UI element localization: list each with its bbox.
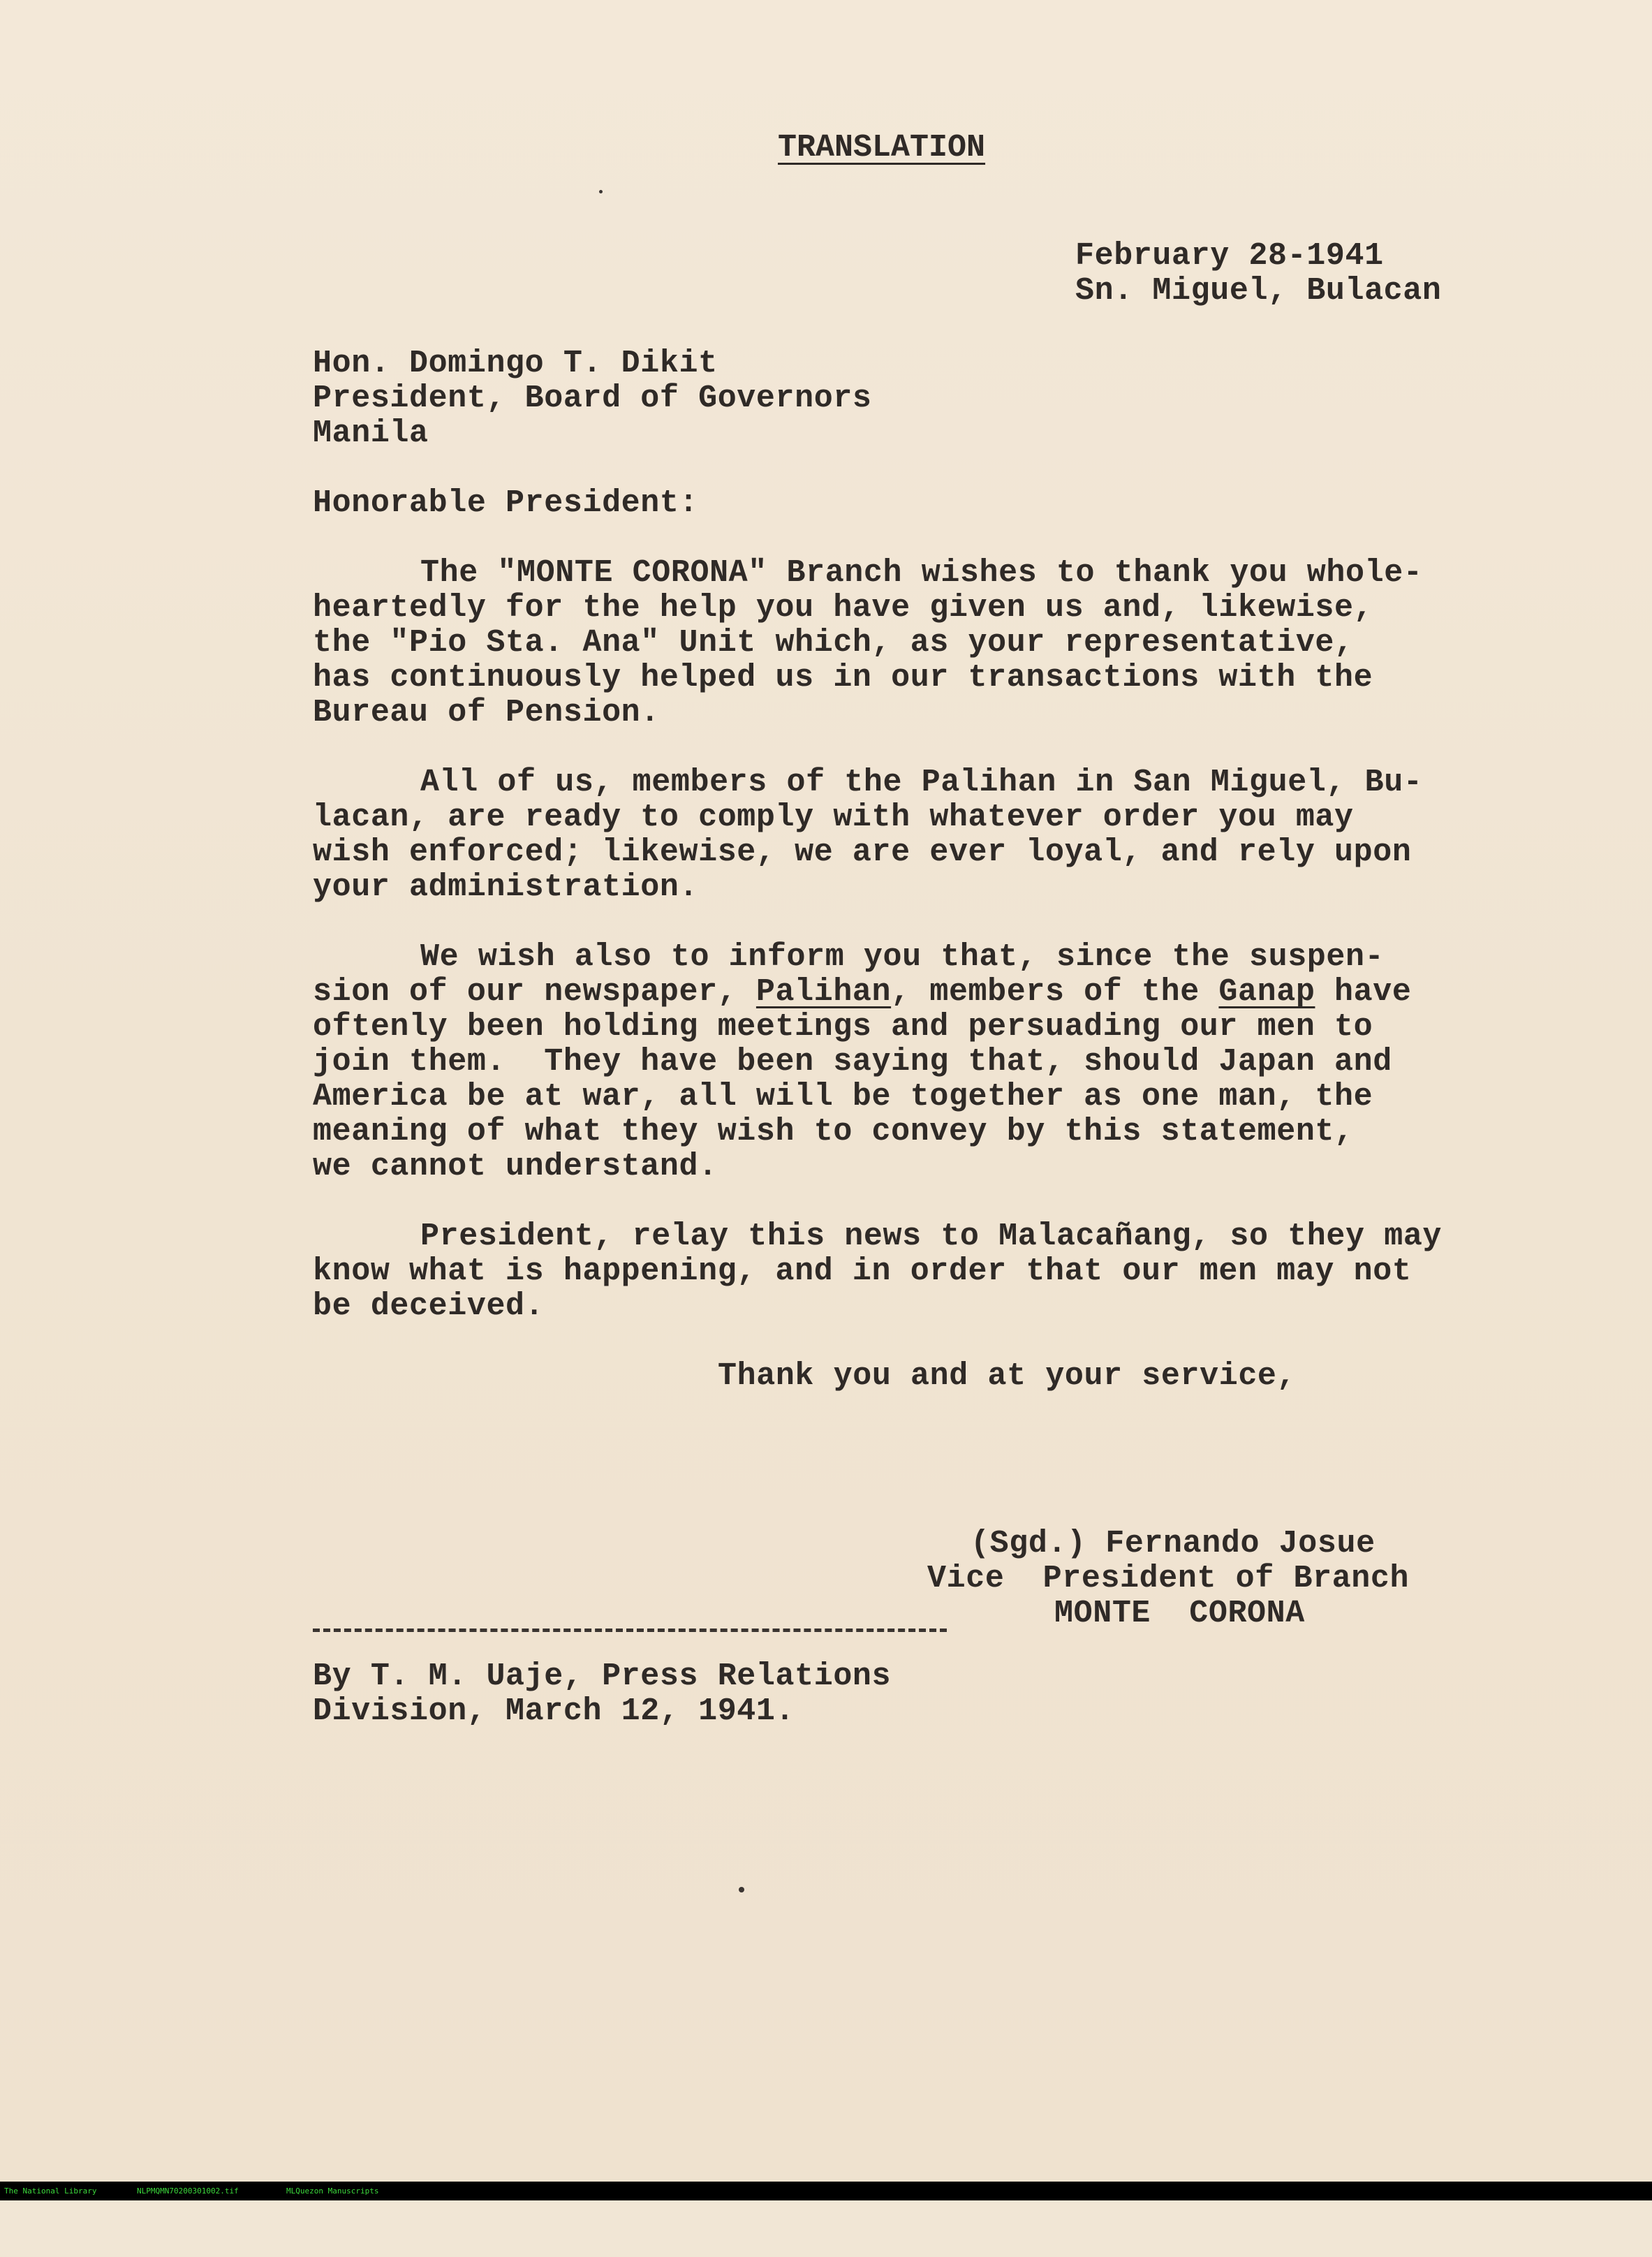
paragraph3-line: We wish also to inform you that, since the suspen- [420, 939, 1385, 975]
footer-filename: NLPMQMN70200301002.tif [137, 2186, 239, 2196]
document-title: TRANSLATION [778, 130, 986, 166]
paragraph3-line: we cannot understand. [313, 1149, 718, 1184]
footer-library: The National Library [4, 2186, 97, 2196]
ink-speck [599, 190, 603, 193]
paragraph2-line: your administration. [313, 869, 699, 905]
paragraph1-line: The "MONTE CORONA" Branch wishes to thank you whole- [420, 555, 1423, 591]
paragraph3-line: meaning of what they wish to convey by this statement, [313, 1114, 1354, 1149]
paragraph3-text: , members of the [891, 974, 1219, 1010]
addressee-city: Manila [313, 416, 429, 451]
ganap-underlined: Ganap [1218, 974, 1315, 1010]
letter-date: February 28-1941 [1075, 238, 1384, 274]
separator-line [313, 1629, 947, 1632]
palihan-underlined: Palihan [755, 974, 892, 1010]
paragraph1-line: has continuously helped us in our transactions with the [313, 660, 1373, 696]
paragraph2-line: lacan, are ready to comply with whatever order you may [313, 800, 1354, 835]
salutation: Honorable President: [313, 485, 699, 521]
signature-name: (Sgd.) Fernando Josue [971, 1526, 1376, 1561]
footer-collection: MLQuezon Manuscripts [286, 2186, 379, 2196]
paragraph2-line: All of us, members of the Palihan in San Miguel, Bu- [420, 765, 1423, 800]
paragraph1-line: heartedly for the help you have given us and, likewise, [313, 590, 1373, 626]
signature-title: Vice President of Branch [927, 1561, 1410, 1596]
addressee-name: Hon. Domingo T. Dikit [313, 346, 718, 381]
paragraph3-line: join them. They have been saying that, should Japan and [313, 1044, 1392, 1080]
letter-place: Sn. Miguel, Bulacan [1075, 273, 1442, 309]
paragraph1-line: the "Pio Sta. Ana" Unit which, as your representative, [313, 625, 1354, 661]
closing-line: Thank you and at your service, [718, 1358, 1297, 1394]
translator-line: By T. M. Uaje, Press Relations [313, 1659, 892, 1694]
paragraph3-text: sion of our newspaper, [313, 974, 756, 1010]
translator-line: Division, March 12, 1941. [313, 1693, 795, 1729]
paragraph3-line [313, 975, 1411, 1010]
paragraph3-text: have [1315, 974, 1412, 1010]
paragraph4-line: know what is happening, and in order that our men may not [313, 1254, 1412, 1289]
signature-branch: MONTE CORONA [1054, 1596, 1305, 1631]
paragraph3-line: oftenly been holding meetings and persuading our men to [313, 1009, 1373, 1045]
ink-speck [739, 1887, 744, 1892]
paragraph4-line: be deceived. [313, 1288, 545, 1324]
paragraph1-line: Bureau of Pension. [313, 695, 660, 730]
paragraph2-line: wish enforced; likewise, we are ever loyal, and rely upon [313, 835, 1412, 870]
addressee-title: President, Board of Governors [313, 381, 872, 416]
paragraph4-line: President, relay this news to Malacañang, so they may [420, 1219, 1443, 1254]
scan-footer [0, 2182, 1652, 2200]
paragraph3-line: America be at war, all will be together as one man, the [313, 1079, 1373, 1115]
